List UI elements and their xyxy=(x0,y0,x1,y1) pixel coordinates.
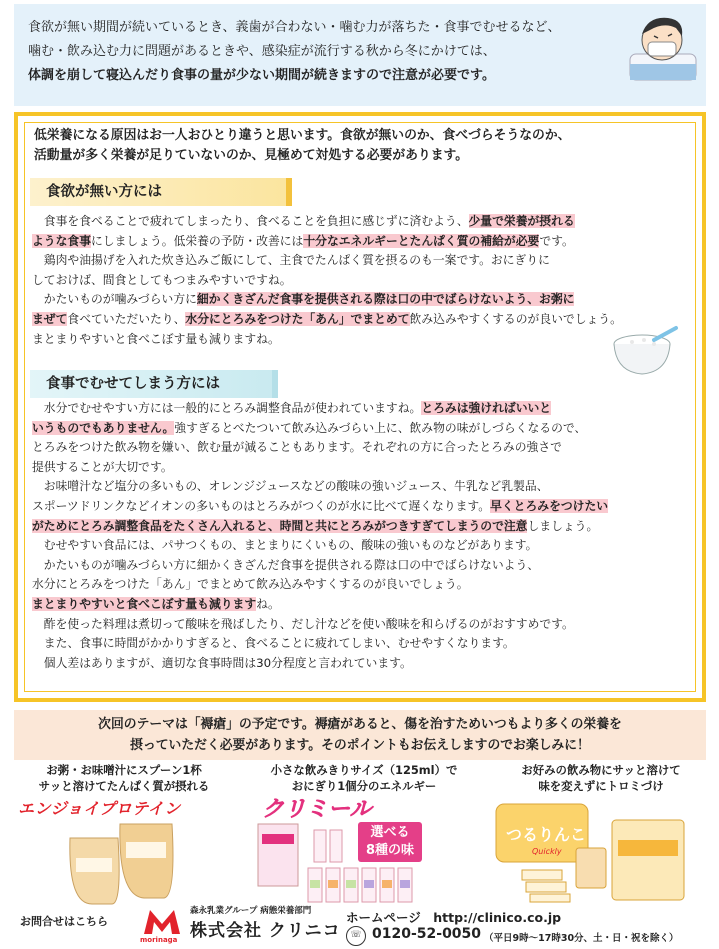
section1-body xyxy=(32,212,622,349)
homepage-link[interactable]: ホームページ http://clinico.co.jp xyxy=(346,910,562,925)
next-theme-box xyxy=(14,710,706,760)
business-hours: （平日9時〜17時30分、土・日・祝を除く） xyxy=(484,933,679,944)
lead-text xyxy=(34,126,570,166)
body-line: かたいものが噛みづらい方に細かくきざんだ食事を提供される際は口の中でばらけないよう、 xyxy=(32,557,540,572)
body-line: とろみをつけた飲み物を嫌い、飲む量が減ることもあります。それぞれの方に合ったとろみの強さで xyxy=(32,440,562,455)
free-dial-icon: ☏ xyxy=(346,926,366,946)
phone-number[interactable]: 0120-52-0050 xyxy=(372,926,482,942)
body-line: かたいものが噛みづらい方に細かくきざんだ食事を提供される際は口の中でばらけないよう、お粥に xyxy=(32,292,575,307)
body-line: また、食事に時間がかかりすぎると、食べることに疲れてしまい、むせやすくなります。 xyxy=(32,636,515,651)
lead-line: 活動量が多く栄養が足りていないのか、見極めて対処する必要があります。 xyxy=(34,148,469,163)
body-line: まとまりやすいと食べこぼす量も減りますね。 xyxy=(32,331,280,346)
body-line: いうものでもありません。強すぎるとべたついて飲み込みづらい上に、飲み物の味がしづらくなるので、 xyxy=(32,420,587,435)
lead-line: 低栄養になる原因はお一人おひとり違うと思います。食欲が無いのか、食べづらそうなのか、 xyxy=(34,128,571,143)
body-line: 酢を使った料理は煮切って酸味を飛ばしたり、だし汁などを使い酸味を和らげるのがおすすめです。 xyxy=(32,616,574,631)
body-line: むせやすい食品には、パサつくもの、まとまりにくいもの、酸味の強いものなどがあります。 xyxy=(32,538,538,553)
morinaga-logo-icon xyxy=(142,906,182,936)
tsururinko-packages-illustration xyxy=(492,800,700,904)
body-line: まぜて食べていただいたり、水分にとろみをつけた「あん」でまとめて飲み込みやすくするのが良いでしょう。 xyxy=(32,311,622,326)
section1-heading: 食欲が無い方には xyxy=(30,178,292,206)
brand-climeal: クリミール xyxy=(262,797,372,822)
intro-box xyxy=(14,4,706,106)
contact-label: お問合せはこちら xyxy=(20,915,108,928)
body-line: がためにとろみ調整食品をたくさん入れると、時間と共にとろみがつきすぎてしまうので注意しましょう。 xyxy=(32,518,599,533)
rice-porridge-illustration xyxy=(610,322,680,378)
section2-heading: 食事でむせてしまう方には xyxy=(30,370,278,398)
body-line: ような食事にしましょう。低栄養の予防・改善には十分なエネルギーとたんぱく質の補給が必要です。 xyxy=(32,233,574,248)
body-line: 提供することが大切です。 xyxy=(32,459,173,474)
body-line: 鶏肉や油揚げを入れた炊き込みご飯にして、主食でたんぱく質を摂るのも一案です。おにぎりに xyxy=(32,253,550,268)
main-frame xyxy=(14,112,706,702)
maker-group: 森永乳業グループ 病態栄養部門 xyxy=(190,906,312,916)
intro-line: 噛む・飲み込む力に問題があるときや、感染症が流行する秋から冬にかけては、 xyxy=(28,44,496,59)
intro-text xyxy=(28,16,628,88)
protein-pouch-illustration xyxy=(60,818,180,906)
flavor-badge: 選べる 8種の味 xyxy=(358,822,422,862)
intro-line: 体調を崩して寝込んだり食事の量が少ない期間が続きますので注意が必要です。 xyxy=(28,68,495,83)
svg-text:Quickly: Quickly xyxy=(532,847,562,856)
body-line: 食事を食べることで疲れてしまったり、食べることを負担に感じずに済むよう、少量で栄養が摂れる xyxy=(32,214,575,228)
product-climeal: 小さな飲みきりサイズ（125ml）で おにぎり1個分のエネルギー xyxy=(270,763,458,793)
body-line: 個人差はありますが、適切な食事時間は30分程度と言われています。 xyxy=(32,655,412,670)
next-line: 次回のテーマは「褥瘡」の予定です。褥瘡があると、傷を治すためいつもより多くの栄養を xyxy=(98,717,622,732)
product-enjoy-protein: お粥・お味噌汁にスプーン1杯 サッと溶けてたんぱく質が摂れる xyxy=(38,763,210,793)
body-line: しておけば、間食としてもつまみやすいですね。 xyxy=(32,272,292,287)
svg-text:つるりんこ: つるりんこ xyxy=(506,825,587,844)
body-line: まとまりやすいと食べこぼす量も減りますね。 xyxy=(32,596,280,611)
intro-line: 食欲が無い期間が続いているとき、義歯が合わない・噛む力が落ちた・食事でむせるなど、 xyxy=(28,20,561,35)
body-line: 水分にとろみをつけた「あん」でまとめて飲み込みやすくするのが良いでしょう。 xyxy=(32,577,469,592)
brand-enjoy-protein: エンジョイプロテイン xyxy=(18,799,181,818)
section2-body xyxy=(32,399,608,673)
body-line: お味噌汁など塩分の多いもの、オレンジジュースなどの酸味の強いジュース、牛乳など乳製品、 xyxy=(32,479,549,494)
product-tsururinko: お好みの飲み物にサッと溶けて 味を変えずにトロミづけ xyxy=(521,763,681,793)
maker-name: 株式会社 クリニコ xyxy=(190,921,341,941)
next-line: 摂っていただく必要があります。そのポイントもお伝えしますのでお楽しみに！ xyxy=(130,738,590,753)
sick-person-illustration xyxy=(628,10,698,82)
morinaga-wordmark: morinaga xyxy=(140,936,178,944)
body-line: スポーツドリンクなどイオンの多いものはとろみがつくのが水に比べて遅くなります。早くとろみをつけたい xyxy=(32,498,609,513)
body-line: 水分でむせやすい方には一般的にとろみ調整食品が使われていますね。とろみは強ければいいと xyxy=(32,401,552,415)
